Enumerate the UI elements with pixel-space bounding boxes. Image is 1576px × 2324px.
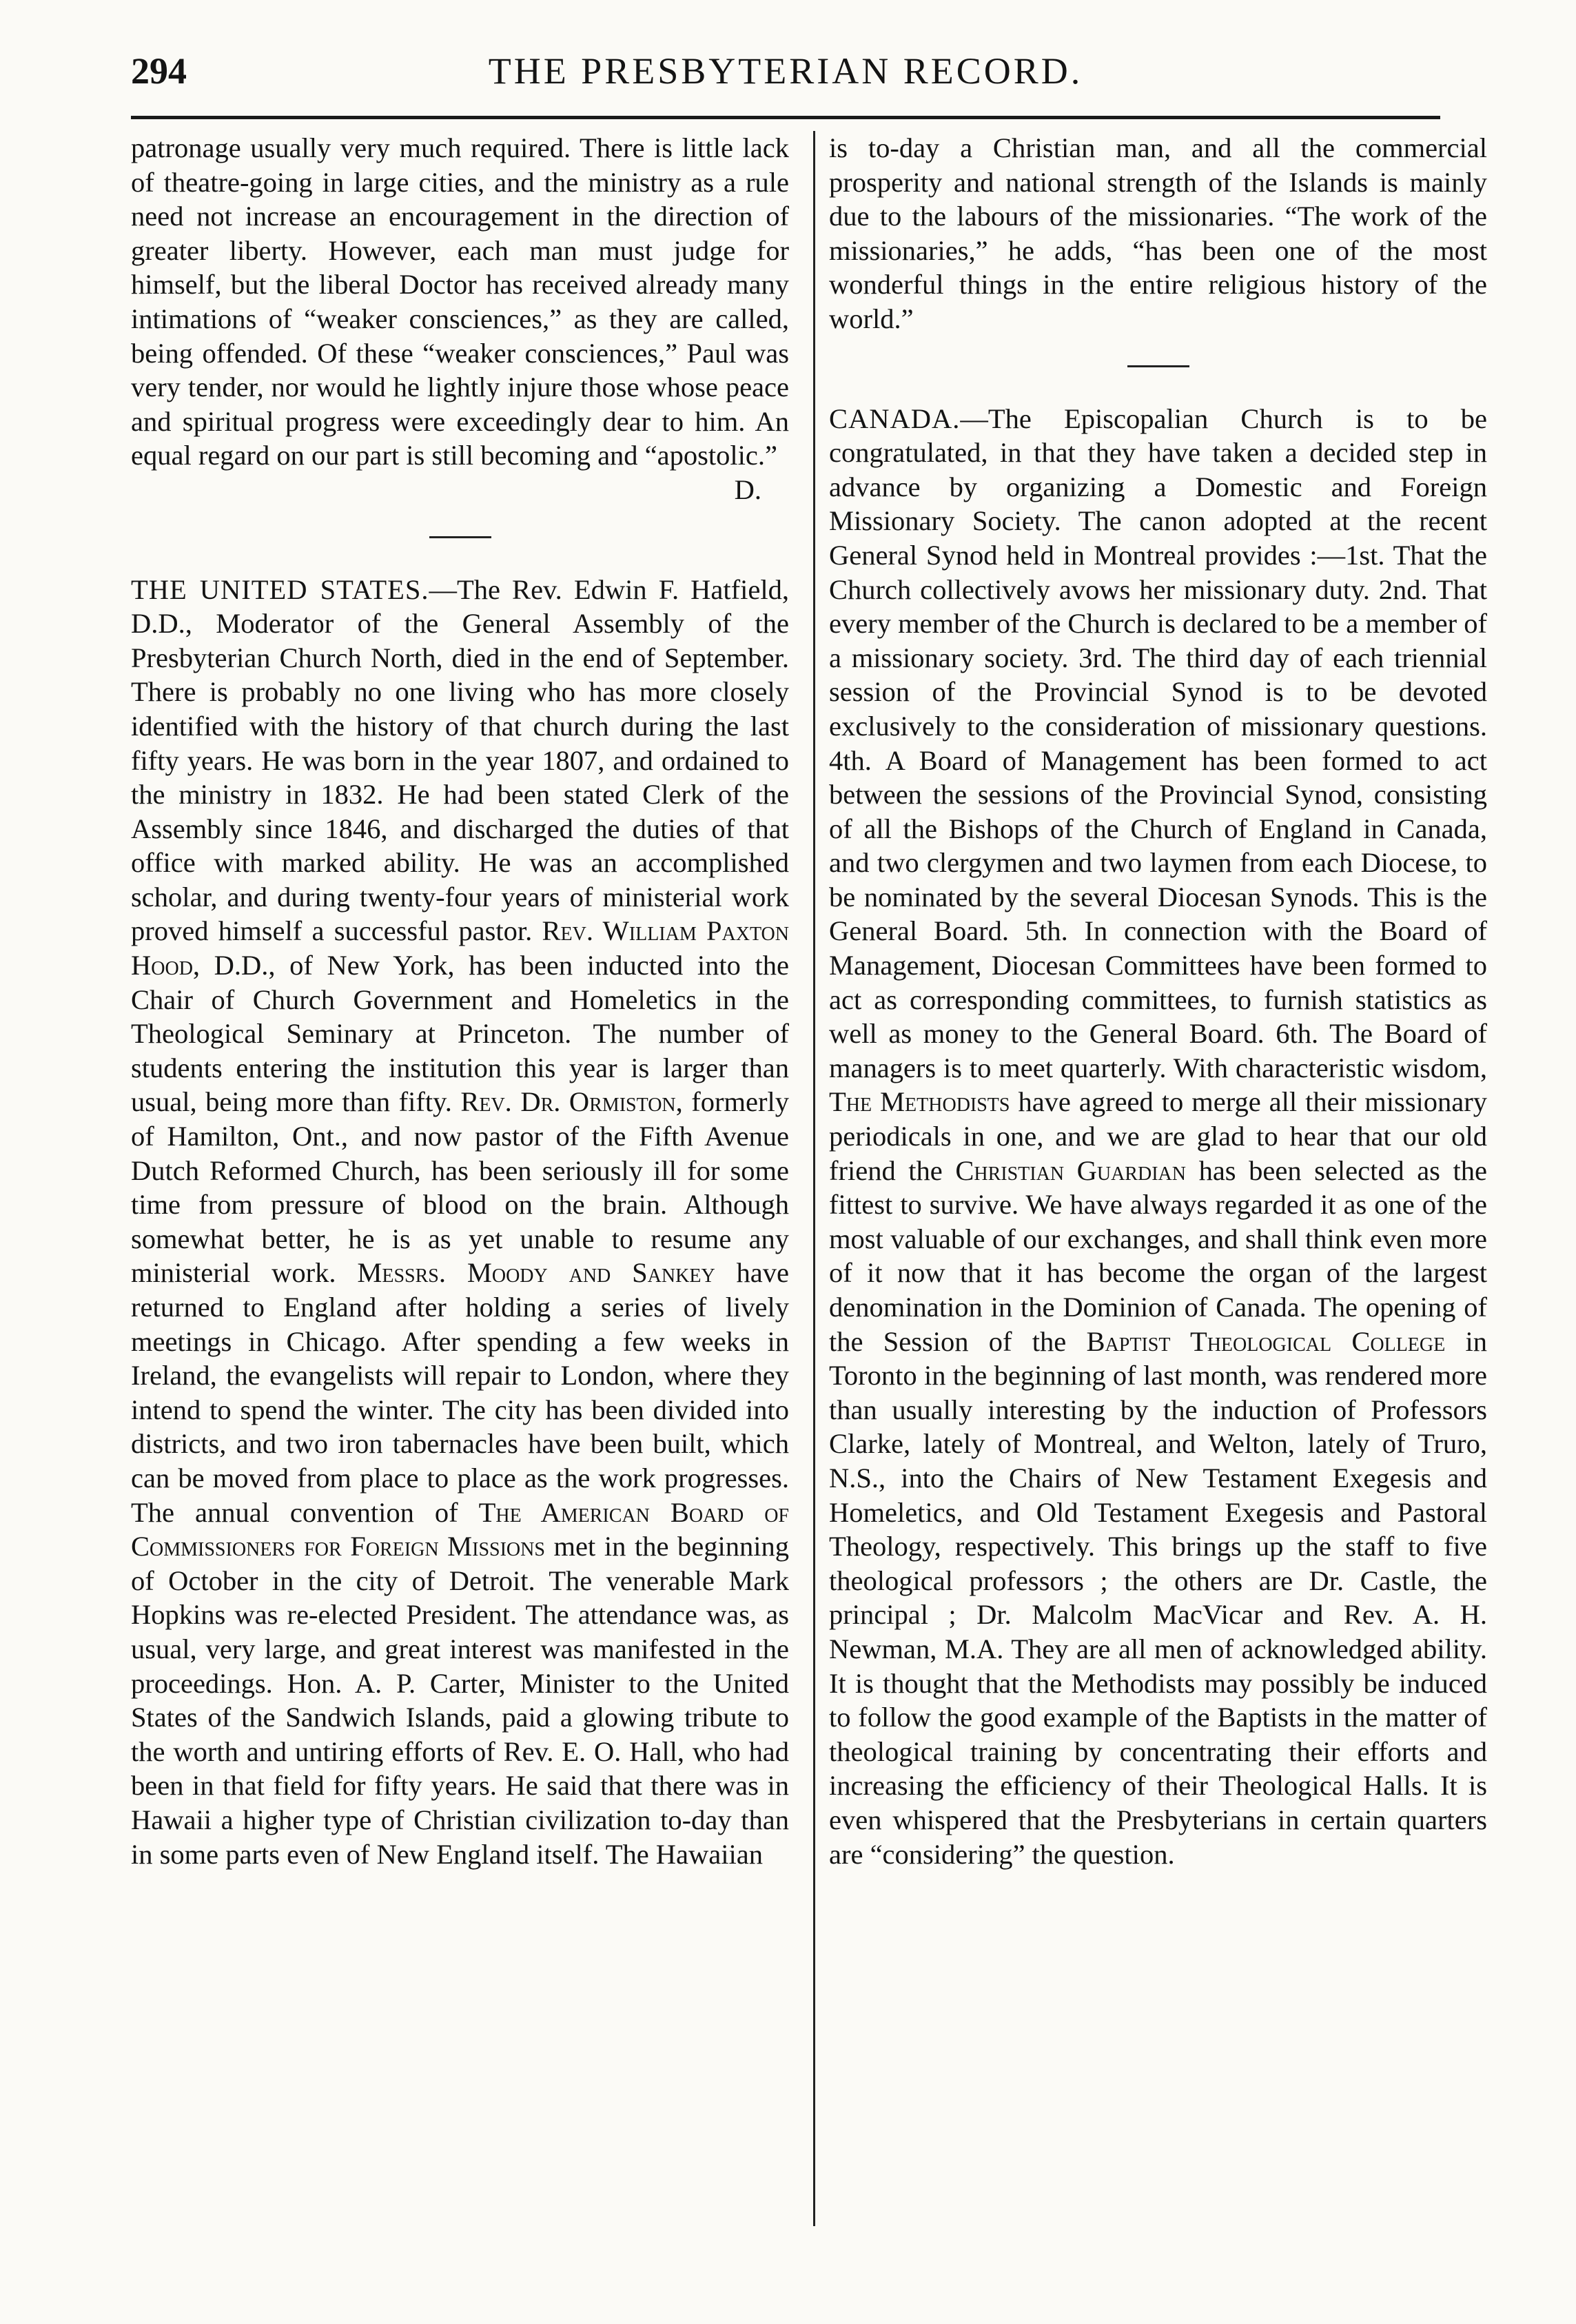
united-states-heading: THE UNITED STATES. (131, 573, 429, 605)
united-states-article (131, 573, 789, 1872)
us-text-4: have returned to England after holding a series of lively meetings in Chicago. After spending a few weeks in Ireland, the evangelists will repair to London, where they intend to spend the winter. The city has been divided into districts, and two iron tabernacles have been built, which can be moved from place to place as the work progresses. The annual convention of (131, 1257, 790, 1528)
canada-name-methodists: The Methodists (829, 1086, 1010, 1118)
canada-text-3: has been selected as the fittest to survive. We have always regarded it as one of the most valuable of our exchanges, and shall think even more of it now that it has become the organ of the largest denomination in the Dominion of Canada. The opening of the Session of the (829, 1154, 1487, 1357)
intro-paragraph (131, 131, 789, 505)
us-text-5: met in the beginning of October in the city of Detroit. The venerable Mark Hopkins was re-elected President. The attendance was, as usual, very large, and great interest was manifested in the proceedings. Hon. A. P. Carter, Minister to the United States of the Sandwich Islands, paid a glowing tribute to the worth and untiring efforts of Rev. E. O. Hall, who had been in that field for fifty years. He said that there was in Hawaii a higher type of Christian civilization to-day than in some parts even of New England itself. The Hawaiian (131, 1531, 789, 1870)
us-text-3: formerly of Hamilton, Ont., and now pastor of the Fifth Avenue Dutch Reformed Church, has been seriously ill for some time from pressure of blood on the brain. Although somewhat better, he is as yet unable to resume any ministerial work. (131, 1086, 789, 1289)
canada-name-guardian: Christian Guardian (955, 1154, 1186, 1186)
canada-heading: CANADA. (829, 402, 961, 434)
intro-signature: D. (734, 473, 761, 505)
running-title: THE PRESBYTERIAN RECORD. (488, 50, 1083, 92)
us-text-2: D.D., of New York, has been inducted into the Chair of Church Government and Homeletics in the Theological Seminary at Princeton. The number of students entering the institution this year is larger than usual, being more than fifty. (131, 950, 789, 1118)
us-name-ormiston: Rev. Dr. Ormiston, (460, 1086, 683, 1118)
us-name-american-board: The American Board of Commissioners for Foreign Missions (131, 1496, 789, 1562)
page-number: 294 (131, 50, 187, 92)
section-separator (1127, 365, 1189, 367)
right-column (829, 131, 1487, 1871)
us-name-moody-sankey: Messrs. Moody and Sankey (357, 1257, 715, 1289)
intro-text: patronage usually very much required. There is little lack of theatre-going in large cities, and the ministry as a rule need not increase an encouragement in the direction of greater liberty. However, each man must judge for himself, but the liberal Doctor has received already many intimations of “weaker consciences,” as they are called, being offended. Of these “weaker consciences,” Paul was very tender, nor would he lightly injure those whose peace and spiritual progress were exceedingly dear to him. An equal regard on our part is still becoming and “apostolic.” (131, 132, 789, 471)
column-divider (813, 131, 815, 2226)
canada-text-4: in Toronto in the beginning of last month, was rendered more than usually interesting by the induction of Professors Clarke, lately of Montreal, and Welton, lately of Truro, N.S., into the Chairs of New Testament Exegesis and Homeletics, and Old Testament Exegesis and Pastoral Theology, respectively. This brings up the staff to five theological professors ; the others are Dr. Castle, the principal ; Dr. Malcolm MacVicar and Rev. A. H. Newman, M.A. They are all men of acknowledged ability. It is thought that the Methodists may possibly be induced to follow the good example of the Baptists in the matter of theological training by concentrating their efforts and increasing the efficiency of their Theological Halls. It is even whispered that the Presbyterians in certain quarters are “considering” the question. (829, 1325, 1487, 1870)
canada-name-college: Baptist Theological College (1086, 1325, 1446, 1357)
left-column (131, 131, 789, 1871)
header-rule (131, 116, 1440, 119)
canada-article (829, 402, 1487, 1872)
continuation-paragraph: is to-day a Christian man, and all the commercial prosperity and national strength of the Islands is mainly due to the labours of the missionaries. “The work of the missionaries,” he adds, “has been one of the most wonderful things in the entire religious history of the world.” (829, 132, 1487, 334)
canada-text-2: have agreed to merge all their missionary periodicals in one, and we are glad to hear that our old friend the (829, 1086, 1488, 1186)
section-separator (429, 536, 491, 538)
canada-text-1: —The Episcopalian Church is to be congratulated, in that they have taken a decided step in advance by organizing a Domestic and Foreign Missionary Society. The canon adopted at the recent General Synod held in Montreal provides :—1st. That the Church collectively avows her missionary duty. 2nd. That every member of the Church is declared to be a member of a missionary society. 3rd. The third day of each triennial session of the Provincial Synod is to be devoted exclusively to the consideration of missionary questions. 4th. A Board of Management has been formed to act between the sessions of the Provincial Synod, consisting of all the Bishops of the Church of England in Canada, and two clergymen and two laymen from each Diocese, to be nominated by the several Diocesan Synods. This is the General Board. 5th. In connection with the Board of Management, Diocesan Committees have been formed to act as corresponding committees, to furnish statistics as well as money to the General Board. 6th. The Board of managers is to meet quarterly. With characteristic wisdom, (829, 402, 1487, 1083)
us-text-1: —The Rev. Edwin F. Hatfield, D.D., Moderator of the General Assembly of the Presbyterian Church North, died in the end of September. There is probably no one living who has more closely identified with the history of that church during the last fifty years. He was born in the year 1807, and ordained to the ministry in 1832. He had been stated Clerk of the Assembly since 1846, and discharged the duties of that office with marked ability. He was an accomplished scholar, and during twenty-four years of ministerial work proved himself a successful pastor. (131, 573, 790, 947)
page-header (131, 48, 1440, 114)
us-name-hood: Rev. William Paxton Hood, (131, 915, 790, 981)
